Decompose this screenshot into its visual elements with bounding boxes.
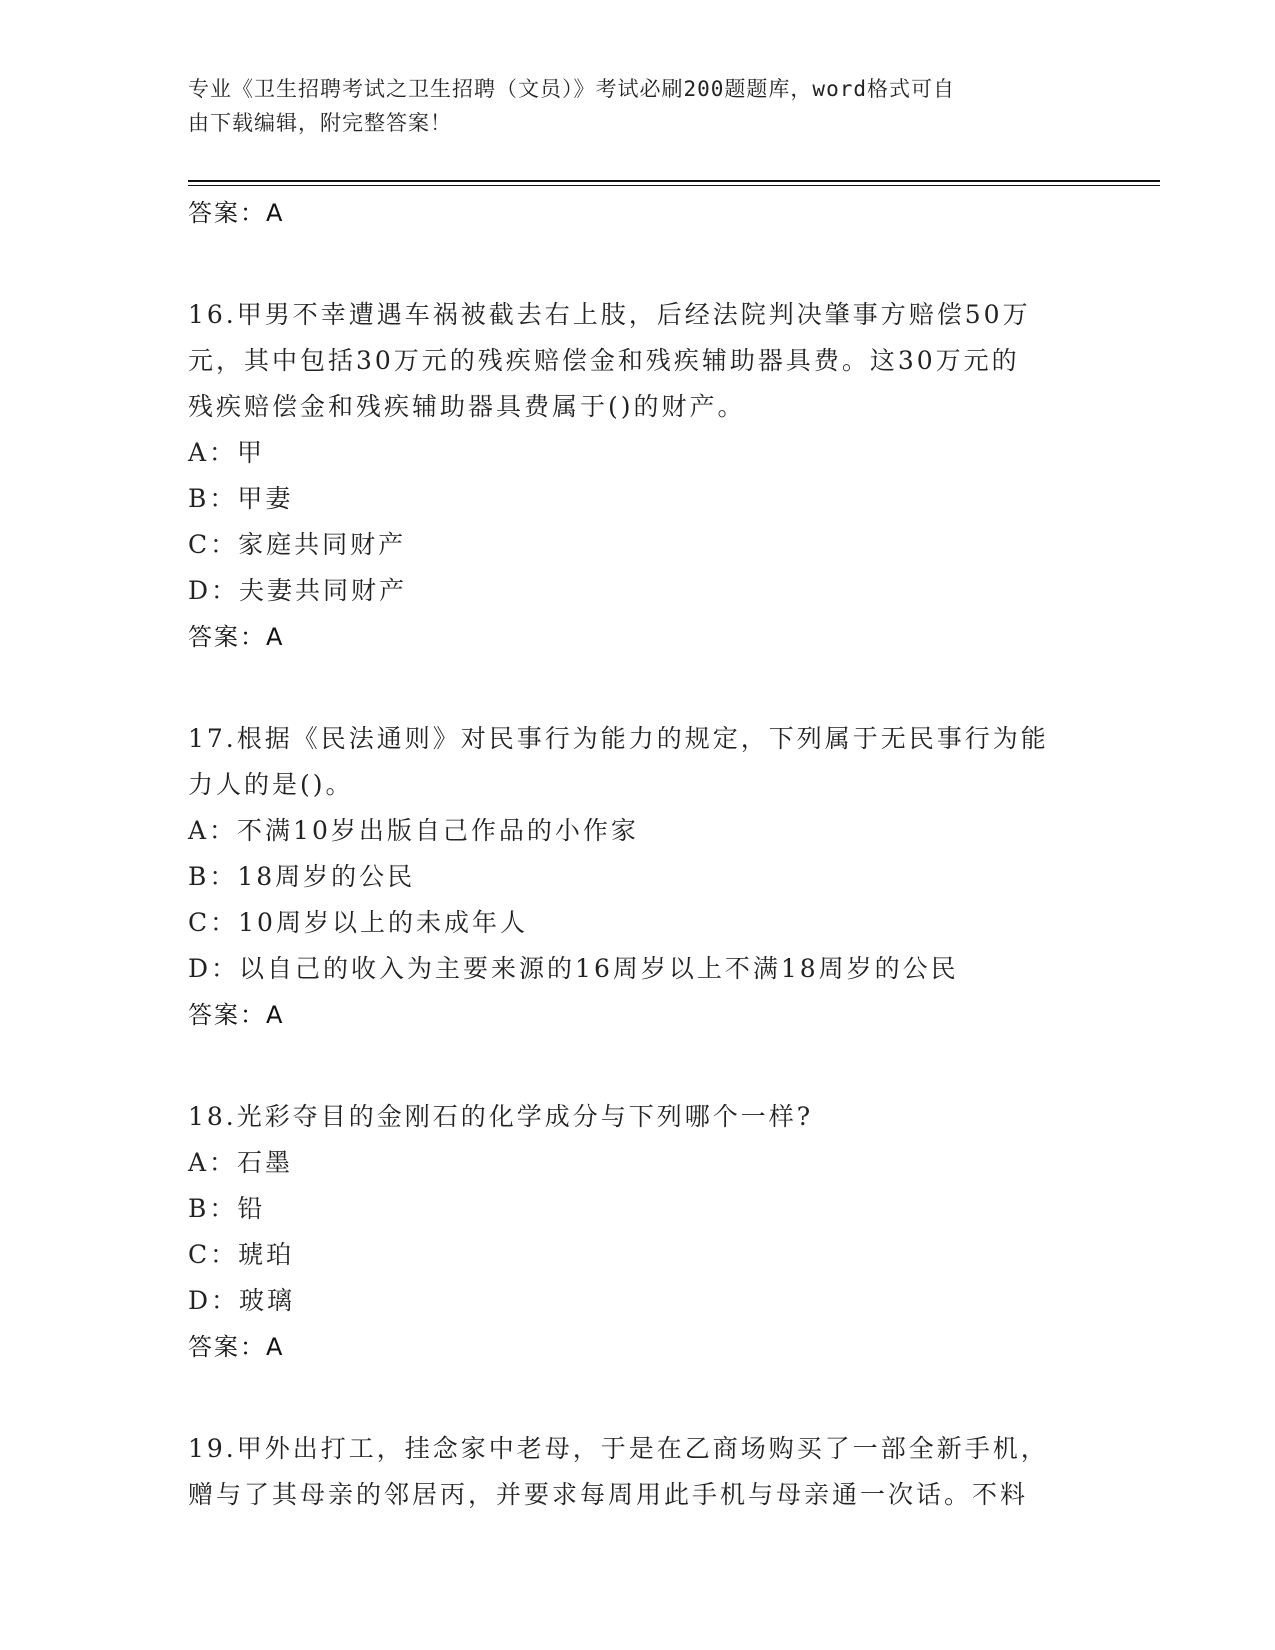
option-b: B：18周岁的公民 [188, 862, 416, 891]
header-divider-thin [188, 185, 1160, 186]
question-17 [188, 716, 1088, 1038]
questions-content [188, 190, 1088, 1518]
question-stem-line: 17.根据《民法通则》对民事行为能力的规定，下列属于无民事行为能 [188, 724, 1049, 753]
option-b: B：甲妻 [188, 484, 294, 513]
option-c: C：10周岁以上的未成年人 [188, 908, 528, 937]
header-divider-thick [188, 180, 1160, 182]
option-d: D：夫妻共同财产 [188, 576, 408, 605]
question-stem-line: 19.甲外出打工，挂念家中老母，于是在乙商场购买了一部全新手机， [188, 1434, 1049, 1463]
answer-line: 答案：A [188, 1333, 285, 1361]
question-stem-line: 元，其中包括30万元的残疾赔偿金和残疾辅助器具费。这30万元的 [188, 346, 1020, 375]
option-d: D：以自己的收入为主要来源的16周岁以上不满18周岁的公民 [188, 954, 959, 983]
header-line-1: 专业《卫生招聘考试之卫生招聘（文员）》考试必刷200题题库，word格式可自 [188, 77, 955, 101]
question-stem-line: 力人的是()。 [188, 770, 354, 799]
option-d: D：玻璃 [188, 1286, 296, 1315]
question-stem-line: 残疾赔偿金和残疾辅助器具费属于()的财产。 [188, 392, 746, 421]
answer-line: 答案：A [188, 623, 285, 651]
question-18 [188, 1094, 1088, 1370]
option-a: A：石墨 [188, 1148, 294, 1177]
option-a: A：甲 [188, 438, 266, 467]
answer-line: 答案：A [188, 1001, 285, 1029]
question-stem-line: 16.甲男不幸遭遇车祸被截去右上肢，后经法院判决肇事方赔偿50万 [188, 300, 1031, 329]
header-line-2: 由下载编辑，附完整答案！ [188, 111, 452, 135]
option-c: C：琥珀 [188, 1240, 295, 1269]
option-c: C：家庭共同财产 [188, 530, 407, 559]
question-stem-line: 赠与了其母亲的邻居丙，并要求每周用此手机与母亲通一次话。不料 [188, 1480, 1029, 1509]
option-b: B：铅 [188, 1194, 266, 1223]
question-stem-line: 18.光彩夺目的金刚石的化学成分与下列哪个一样? [188, 1102, 814, 1131]
question-16 [188, 292, 1088, 660]
question-19 [188, 1426, 1088, 1518]
previous-answer: 答案：A [188, 199, 285, 227]
document-header [188, 72, 1068, 140]
option-a: A：不满10岁出版自己作品的小作家 [188, 816, 639, 845]
